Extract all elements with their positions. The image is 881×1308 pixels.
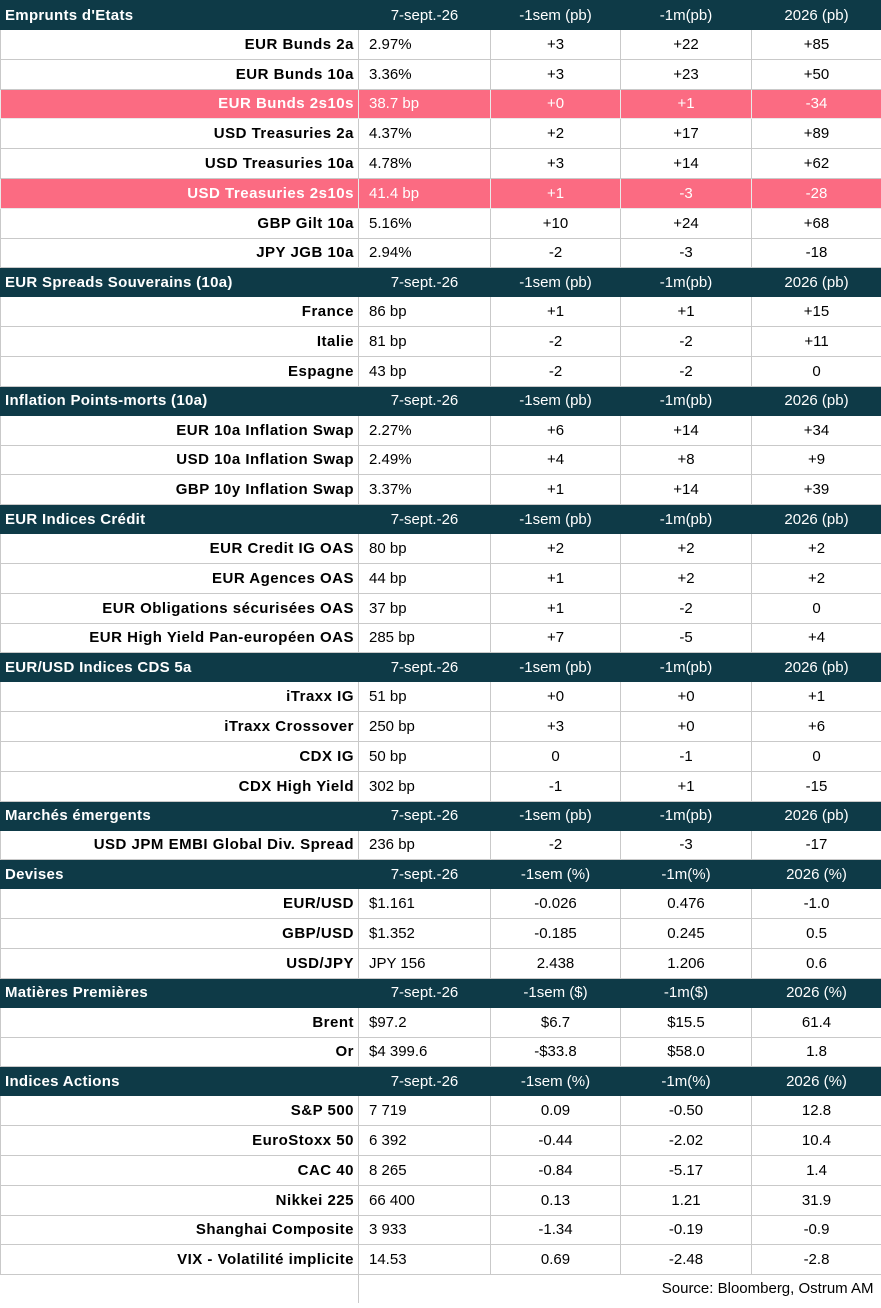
row-value: -17: [752, 830, 881, 860]
row-value: -34: [752, 89, 881, 119]
table-row: [1, 356, 881, 386]
table-row: [1, 1096, 881, 1126]
row-value: +3: [491, 30, 621, 60]
row-value: -2: [491, 327, 621, 357]
row-value: -2.48: [621, 1245, 752, 1275]
row-value: 1.206: [621, 948, 752, 978]
row-value: +17: [621, 119, 752, 149]
row-label: CAC 40: [1, 1155, 359, 1185]
row-value: 66 400: [359, 1185, 491, 1215]
row-value: -2: [621, 356, 752, 386]
table-row: [1, 534, 881, 564]
source-spacer: [1, 1275, 359, 1303]
row-value: 2.49%: [359, 445, 491, 475]
row-value: 0.5: [752, 919, 881, 949]
row-value: 3.37%: [359, 475, 491, 505]
column-header: -1sem (pb): [491, 386, 621, 415]
row-value: -$33.8: [491, 1037, 621, 1067]
section-header: [1, 801, 881, 830]
table-row: [1, 208, 881, 238]
table-row: [1, 178, 881, 208]
row-value: 3.36%: [359, 59, 491, 89]
table-row: [1, 948, 881, 978]
row-value: 0.476: [621, 889, 752, 919]
section-title: EUR Indices Crédit: [1, 505, 359, 534]
row-label: EUR Agences OAS: [1, 563, 359, 593]
column-header: 7-sept.-26: [359, 860, 491, 889]
row-label: Espagne: [1, 356, 359, 386]
row-value: -5: [621, 623, 752, 653]
row-value: 4.37%: [359, 119, 491, 149]
row-value: 37 bp: [359, 593, 491, 623]
column-header: 2026 (pb): [752, 268, 881, 297]
row-value: -0.44: [491, 1126, 621, 1156]
row-value: 1.8: [752, 1037, 881, 1067]
row-value: +8: [621, 445, 752, 475]
section-header: [1, 1067, 881, 1096]
row-value: -2.02: [621, 1126, 752, 1156]
section-title: Marchés émergents: [1, 801, 359, 830]
row-value: 50 bp: [359, 741, 491, 771]
column-header: -1sem (pb): [491, 268, 621, 297]
row-value: 236 bp: [359, 830, 491, 860]
column-header: -1m($): [621, 978, 752, 1007]
row-value: +15: [752, 297, 881, 327]
row-value: 14.53: [359, 1245, 491, 1275]
row-value: 285 bp: [359, 623, 491, 653]
row-label: GBP/USD: [1, 919, 359, 949]
row-value: +11: [752, 327, 881, 357]
row-value: $97.2: [359, 1007, 491, 1037]
row-value: $58.0: [621, 1037, 752, 1067]
row-value: +85: [752, 30, 881, 60]
column-header: -1m(pb): [621, 386, 752, 415]
column-header: 2026 (%): [752, 1067, 881, 1096]
row-value: -28: [752, 178, 881, 208]
section-header: [1, 1, 881, 30]
row-value: 5.16%: [359, 208, 491, 238]
row-label: EUR/USD: [1, 889, 359, 919]
row-value: 0.245: [621, 919, 752, 949]
row-value: -2: [491, 238, 621, 268]
table-row: [1, 1007, 881, 1037]
table-row: [1, 59, 881, 89]
table-row: [1, 682, 881, 712]
column-header: -1m(pb): [621, 1, 752, 30]
row-value: 250 bp: [359, 712, 491, 742]
row-value: 7 719: [359, 1096, 491, 1126]
row-value: 0: [752, 356, 881, 386]
row-value: +34: [752, 415, 881, 445]
row-value: 0.69: [491, 1245, 621, 1275]
table-row: [1, 741, 881, 771]
row-value: +1: [491, 475, 621, 505]
row-value: -2: [621, 327, 752, 357]
column-header: 2026 (%): [752, 978, 881, 1007]
column-header: 7-sept.-26: [359, 268, 491, 297]
row-value: -0.9: [752, 1215, 881, 1245]
row-value: +2: [491, 534, 621, 564]
row-value: -15: [752, 771, 881, 801]
column-header: 2026 (%): [752, 860, 881, 889]
column-header: -1m(%): [621, 1067, 752, 1096]
row-label: GBP 10y Inflation Swap: [1, 475, 359, 505]
row-value: $1.161: [359, 889, 491, 919]
source-note: Source: Bloomberg, Ostrum AM: [359, 1275, 881, 1303]
row-value: +6: [491, 415, 621, 445]
row-value: +1: [491, 563, 621, 593]
column-header: 2026 (pb): [752, 505, 881, 534]
row-label: USD Treasuries 10a: [1, 149, 359, 179]
row-label: USD/JPY: [1, 948, 359, 978]
row-value: +3: [491, 712, 621, 742]
section-title: Matières Premières: [1, 978, 359, 1007]
row-value: +14: [621, 415, 752, 445]
row-value: +3: [491, 149, 621, 179]
row-value: -2: [491, 830, 621, 860]
row-value: +2: [621, 563, 752, 593]
row-value: +0: [621, 712, 752, 742]
column-header: 7-sept.-26: [359, 505, 491, 534]
row-value: +1: [621, 89, 752, 119]
row-value: 81 bp: [359, 327, 491, 357]
table-row: [1, 712, 881, 742]
row-value: 80 bp: [359, 534, 491, 564]
section-title: Inflation Points-morts (10a): [1, 386, 359, 415]
section-header: [1, 505, 881, 534]
row-value: +50: [752, 59, 881, 89]
table-row: [1, 30, 881, 60]
row-value: 302 bp: [359, 771, 491, 801]
column-header: 2026 (pb): [752, 653, 881, 682]
row-value: 0.13: [491, 1185, 621, 1215]
table-row: [1, 623, 881, 653]
row-value: +0: [621, 682, 752, 712]
table-row: [1, 297, 881, 327]
row-value: -3: [621, 238, 752, 268]
table-row: [1, 830, 881, 860]
row-value: -3: [621, 178, 752, 208]
row-value: -1: [621, 741, 752, 771]
row-value: 86 bp: [359, 297, 491, 327]
table-row: [1, 149, 881, 179]
row-label: VIX - Volatilité implicite: [1, 1245, 359, 1275]
row-value: -3: [621, 830, 752, 860]
column-header: -1sem (%): [491, 1067, 621, 1096]
row-value: +4: [491, 445, 621, 475]
row-value: +6: [752, 712, 881, 742]
row-value: -1.0: [752, 889, 881, 919]
row-value: $15.5: [621, 1007, 752, 1037]
column-header: -1m(pb): [621, 653, 752, 682]
column-header: 2026 (pb): [752, 1, 881, 30]
row-label: France: [1, 297, 359, 327]
column-header: -1m(%): [621, 860, 752, 889]
row-value: 6 392: [359, 1126, 491, 1156]
row-value: +1: [752, 682, 881, 712]
row-value: -0.026: [491, 889, 621, 919]
section-title: Indices Actions: [1, 1067, 359, 1096]
table-row: [1, 1215, 881, 1245]
row-value: 0: [752, 741, 881, 771]
row-value: -0.19: [621, 1215, 752, 1245]
row-value: 2.94%: [359, 238, 491, 268]
table-row: [1, 415, 881, 445]
column-header: -1sem (pb): [491, 1, 621, 30]
row-value: +14: [621, 149, 752, 179]
row-value: 51 bp: [359, 682, 491, 712]
row-value: +3: [491, 59, 621, 89]
row-value: 38.7 bp: [359, 89, 491, 119]
row-value: +2: [752, 563, 881, 593]
row-value: -0.185: [491, 919, 621, 949]
section-header: [1, 978, 881, 1007]
table-row: [1, 1155, 881, 1185]
row-value: +0: [491, 682, 621, 712]
table-row: [1, 919, 881, 949]
table-row: [1, 327, 881, 357]
row-value: +9: [752, 445, 881, 475]
row-value: -0.84: [491, 1155, 621, 1185]
row-value: +68: [752, 208, 881, 238]
row-value: -2: [491, 356, 621, 386]
row-value: 43 bp: [359, 356, 491, 386]
row-value: -5.17: [621, 1155, 752, 1185]
row-label: iTraxx IG: [1, 682, 359, 712]
row-value: 1.4: [752, 1155, 881, 1185]
row-label: USD 10a Inflation Swap: [1, 445, 359, 475]
row-value: 4.78%: [359, 149, 491, 179]
row-label: USD Treasuries 2s10s: [1, 178, 359, 208]
row-label: EuroStoxx 50: [1, 1126, 359, 1156]
row-value: +2: [752, 534, 881, 564]
row-value: 0.09: [491, 1096, 621, 1126]
row-label: GBP Gilt 10a: [1, 208, 359, 238]
row-value: +10: [491, 208, 621, 238]
column-header: -1sem ($): [491, 978, 621, 1007]
table-row: [1, 771, 881, 801]
row-label: S&P 500: [1, 1096, 359, 1126]
row-label: CDX IG: [1, 741, 359, 771]
row-value: +1: [491, 297, 621, 327]
row-label: EUR High Yield Pan-européen OAS: [1, 623, 359, 653]
row-value: +62: [752, 149, 881, 179]
row-value: -0.50: [621, 1096, 752, 1126]
column-header: -1sem (pb): [491, 653, 621, 682]
row-value: +7: [491, 623, 621, 653]
row-value: JPY 156: [359, 948, 491, 978]
row-value: +23: [621, 59, 752, 89]
table-row: [1, 1185, 881, 1215]
row-value: 3 933: [359, 1215, 491, 1245]
row-value: $1.352: [359, 919, 491, 949]
row-value: +2: [621, 534, 752, 564]
column-header: -1sem (pb): [491, 505, 621, 534]
row-label: iTraxx Crossover: [1, 712, 359, 742]
row-value: +1: [491, 178, 621, 208]
row-label: Or: [1, 1037, 359, 1067]
table-row: [1, 89, 881, 119]
table-row: [1, 1126, 881, 1156]
row-value: 41.4 bp: [359, 178, 491, 208]
row-value: 44 bp: [359, 563, 491, 593]
row-value: 0: [752, 593, 881, 623]
column-header: 7-sept.-26: [359, 653, 491, 682]
section-title: EUR Spreads Souverains (10a): [1, 268, 359, 297]
source-row: [1, 1275, 881, 1303]
row-value: 2.27%: [359, 415, 491, 445]
column-header: 7-sept.-26: [359, 1, 491, 30]
row-value: +0: [491, 89, 621, 119]
table-row: [1, 1245, 881, 1275]
table-row: [1, 475, 881, 505]
column-header: -1sem (%): [491, 860, 621, 889]
row-value: -18: [752, 238, 881, 268]
column-header: 7-sept.-26: [359, 801, 491, 830]
row-label: EUR Obligations sécurisées OAS: [1, 593, 359, 623]
row-label: EUR Credit IG OAS: [1, 534, 359, 564]
section-header: [1, 386, 881, 415]
section-header: [1, 653, 881, 682]
table-row: [1, 119, 881, 149]
column-header: -1m(pb): [621, 268, 752, 297]
column-header: 2026 (pb): [752, 386, 881, 415]
column-header: 7-sept.-26: [359, 978, 491, 1007]
row-value: +24: [621, 208, 752, 238]
column-header: 7-sept.-26: [359, 1067, 491, 1096]
row-value: 12.8: [752, 1096, 881, 1126]
row-value: $4 399.6: [359, 1037, 491, 1067]
row-value: 0: [491, 741, 621, 771]
column-header: -1m(pb): [621, 801, 752, 830]
row-value: 31.9: [752, 1185, 881, 1215]
column-header: -1m(pb): [621, 505, 752, 534]
table-row: [1, 563, 881, 593]
row-value: 10.4: [752, 1126, 881, 1156]
column-header: 2026 (pb): [752, 801, 881, 830]
column-header: 7-sept.-26: [359, 386, 491, 415]
table-row: [1, 1037, 881, 1067]
row-value: -1: [491, 771, 621, 801]
table-row: [1, 445, 881, 475]
row-label: EUR 10a Inflation Swap: [1, 415, 359, 445]
row-value: -2: [621, 593, 752, 623]
row-value: 1.21: [621, 1185, 752, 1215]
row-label: Nikkei 225: [1, 1185, 359, 1215]
row-value: $6.7: [491, 1007, 621, 1037]
row-value: -2.8: [752, 1245, 881, 1275]
row-label: USD JPM EMBI Global Div. Spread: [1, 830, 359, 860]
column-header: -1sem (pb): [491, 801, 621, 830]
row-value: -1.34: [491, 1215, 621, 1245]
row-value: +4: [752, 623, 881, 653]
row-value: 2.438: [491, 948, 621, 978]
row-value: 8 265: [359, 1155, 491, 1185]
section-header: [1, 268, 881, 297]
section-header: [1, 860, 881, 889]
row-label: Italie: [1, 327, 359, 357]
row-value: +2: [491, 119, 621, 149]
row-label: EUR Bunds 10a: [1, 59, 359, 89]
row-value: +14: [621, 475, 752, 505]
row-label: Shanghai Composite: [1, 1215, 359, 1245]
row-value: 61.4: [752, 1007, 881, 1037]
row-value: +1: [621, 771, 752, 801]
row-label: JPY JGB 10a: [1, 238, 359, 268]
section-title: Emprunts d'Etats: [1, 1, 359, 30]
section-title: Devises: [1, 860, 359, 889]
row-value: +1: [621, 297, 752, 327]
row-value: 0.6: [752, 948, 881, 978]
row-value: +22: [621, 30, 752, 60]
row-value: +89: [752, 119, 881, 149]
table-row: [1, 889, 881, 919]
table-row: [1, 238, 881, 268]
row-label: EUR Bunds 2s10s: [1, 89, 359, 119]
row-value: 2.97%: [359, 30, 491, 60]
row-label: Brent: [1, 1007, 359, 1037]
row-value: +1: [491, 593, 621, 623]
section-title: EUR/USD Indices CDS 5a: [1, 653, 359, 682]
row-label: EUR Bunds 2a: [1, 30, 359, 60]
table-row: [1, 593, 881, 623]
row-value: +39: [752, 475, 881, 505]
row-label: CDX High Yield: [1, 771, 359, 801]
row-label: USD Treasuries 2a: [1, 119, 359, 149]
